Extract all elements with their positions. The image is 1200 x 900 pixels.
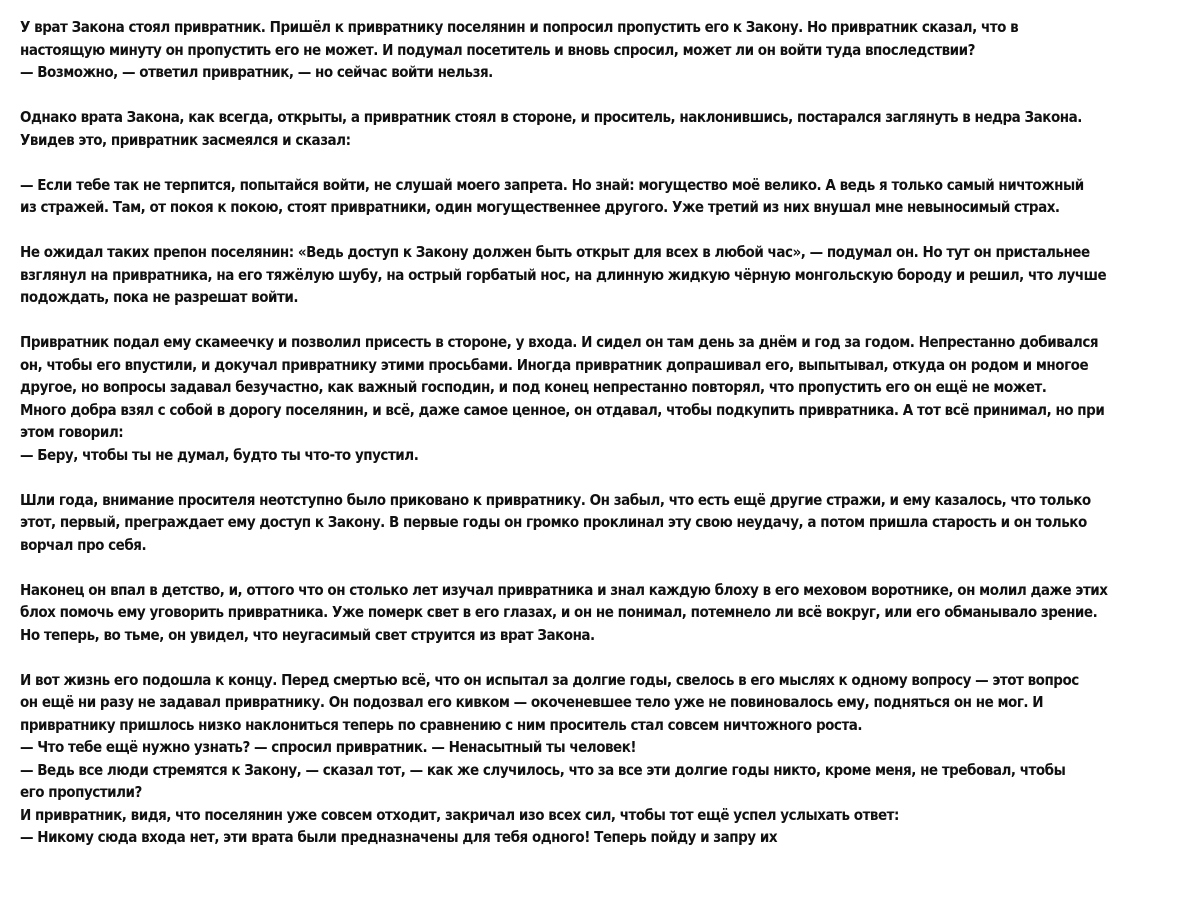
text-line: — Беру, чтобы ты не думал, будто ты что-то упустил. xyxy=(20,445,419,464)
text-line: он, чтобы его впустили, и докучал привратнику этими просьбами. Иногда привратник допрашивал его, выпытывал, откуда он родом и многое xyxy=(20,355,1089,374)
text-line: У врат Закона стоял привратник. Пришёл к привратнику поселянин и попросил пропустить его к Закону. Но привратник сказал, что в xyxy=(20,18,1019,36)
text-line: Увидев это, привратник засмеялся и сказал: xyxy=(20,130,351,149)
text-line: из стражей. Там, от покоя к покою, стоят привратники, один могущественнее другого. Уже третий из них внушал мне невыносимый страх. xyxy=(20,198,1060,216)
text-line: Шли года, внимание просителя неотступно было приковано к привратнику. Он забыл, что есть ещё другие стражи, и ему казалось, что только xyxy=(20,490,1091,509)
text-line: И вот жизнь его подошла к концу. Перед смертью всё, что он испытал за долгие годы, свелось в его мыслях к одному вопросу — этот вопрос xyxy=(20,670,1079,689)
paragraph xyxy=(20,174,1084,219)
text-line: — Если тебе так не терпится, попытайся войти, не слушай моего запрета. Но знай: могущество моё велико. А ведь я только самый ничтожный xyxy=(20,175,1084,194)
text-line: его пропустили? xyxy=(20,783,142,801)
text-line: взглянул на привратника, на его тяжёлую шубу, на острый горбатый нос, на длинную жидкую чёрную монгольскую бороду и решил, что лучше xyxy=(20,265,1107,284)
paragraph xyxy=(20,16,1057,84)
text-line: Не ожидал таких препон поселянин: «Ведь доступ к Закону должен быть открыт для всех в любой час», — подумал он. Но тут он пристальнее xyxy=(20,243,1090,261)
text-line: этот, первый, преграждает ему доступ к Закону. В первые годы он громко проклинал эту свою неудачу, а потом пришла старость и он только xyxy=(20,513,1087,531)
paragraph xyxy=(20,106,1082,151)
paragraph xyxy=(20,489,1091,557)
text-line: блох помочь ему уговорить привратника. Уже померк свет в его глазах, и он не понимал, потемнело ли всё вокруг, или его обманывало зрение. xyxy=(20,603,1098,621)
text-line: ворчал про себя. xyxy=(20,535,147,554)
paragraph xyxy=(20,579,1108,647)
text-line: он ещё ни разу не задавал привратнику. Он подозвал его кивком — окоченевшее тело уже не повиновалось ему, подняться он не мог. И xyxy=(20,693,1044,711)
text-line: другое, но вопросы задавал безучастно, как важный господин, и под конец непрестанно повторял, что пропустить его он ещё не может. xyxy=(20,378,1047,396)
text-line: Но теперь, во тьме, он увидел, что неугасимый свет струится из врат Закона. xyxy=(20,625,595,644)
text-line: Однако врата Закона, как всегда, открыты, а привратник стоял в стороне, и проситель, наклонившись, постарался заглянуть в недра Закона. xyxy=(20,108,1082,126)
text-line: — Ведь все люди стремятся к Закону, — сказал тот, — как же случилось, что за все эти долгие годы никто, кроме меня, не требовал, чтобы xyxy=(20,760,1066,779)
text-line: этом говорил: xyxy=(20,423,124,441)
paragraph xyxy=(20,669,1079,849)
text-line: Привратник подал ему скамеечку и позволил присесть в стороне, у входа. И сидел он там день за днём и год за годом. Непрестанно добивался xyxy=(20,333,1099,351)
paragraph xyxy=(20,331,1105,466)
text-line: настоящую минуту он пропустить его не может. И подумал посетитель и вновь спросил, может ли он войти туда впоследствии? xyxy=(20,40,975,59)
text-line: — Возможно, — ответил привратник, — но сейчас войти нельзя. xyxy=(20,63,493,81)
text-line: — Что тебе ещё нужно узнать? — спросил привратник. — Ненасытный ты человек! xyxy=(20,738,637,756)
text-line: привратнику пришлось низко наклониться теперь по сравнению с ним проситель стал совсем ничтожного роста. xyxy=(20,715,863,734)
text-line: Наконец он впал в детство, и, оттого что он столько лет изучал привратника и знал каждую блоху в его меховом воротнике, он молил даже этих xyxy=(20,580,1108,599)
paragraph xyxy=(20,241,1107,309)
text-line: — Никому сюда входа нет, эти врата были предназначены для тебя одного! Теперь пойду и запру их xyxy=(20,828,778,846)
document-body xyxy=(20,16,1108,871)
text-line: подождать, пока не разрешат войти. xyxy=(20,288,298,306)
text-line: И привратник, видя, что поселянин уже совсем отходит, закричал изо всех сил, чтобы тот ещё успел услыхать ответ: xyxy=(20,805,899,824)
text-line: Много добра взял с собой в дорогу поселянин, и всё, даже самое ценное, он отдавал, чтобы подкупить привратника. А тот всё принимал, но при xyxy=(20,400,1105,419)
